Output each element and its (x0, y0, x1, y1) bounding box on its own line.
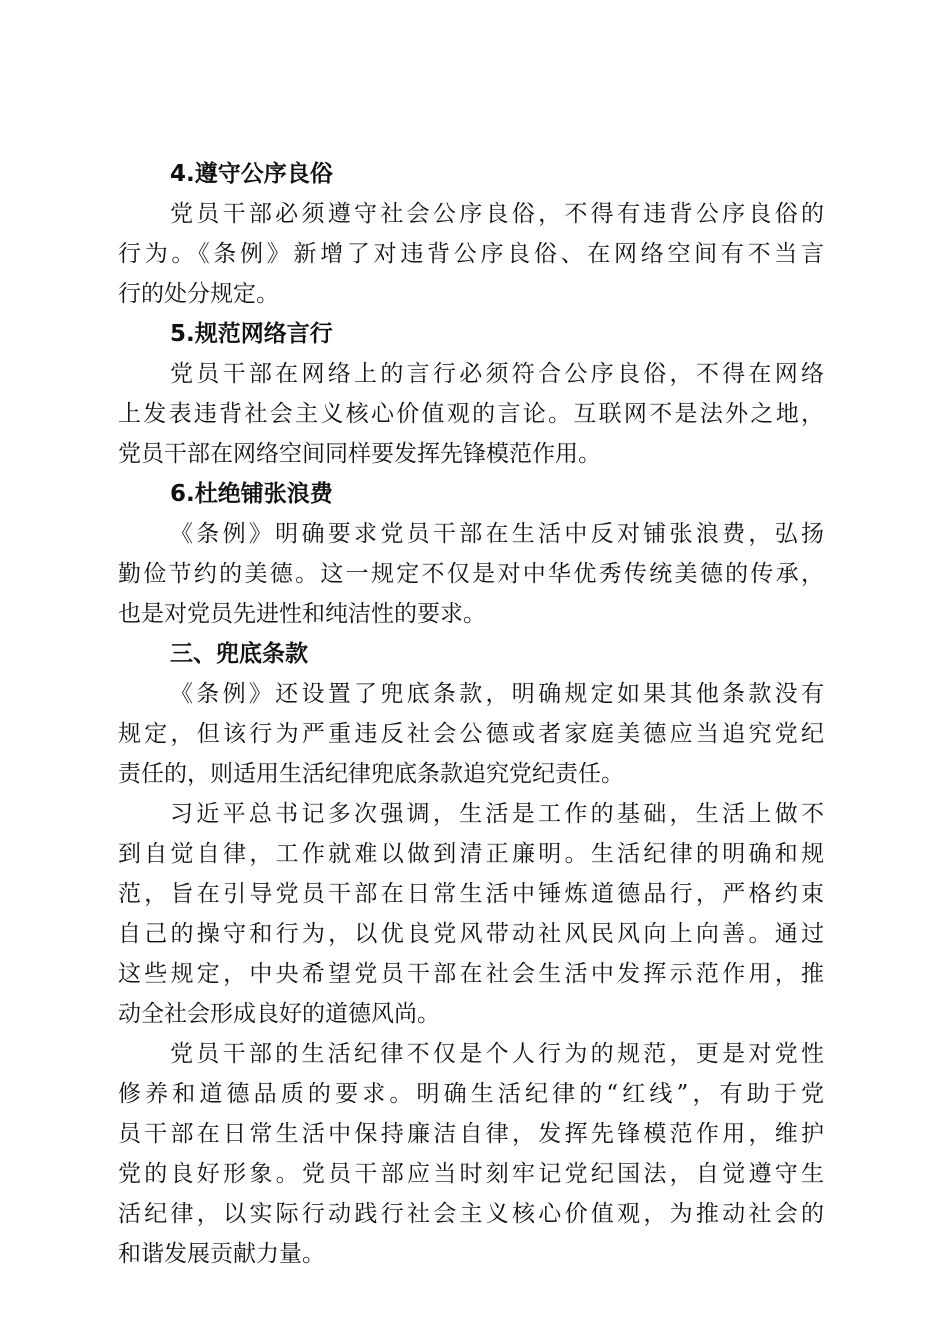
paragraph-line: 行的处分规定。 (118, 281, 279, 307)
paragraph-line: 也是对党员先进性和纯洁性的要求。 (118, 601, 486, 627)
paragraph-line: 规定，但该行为严重违反社会公德或者家庭美德应当追究党纪 (118, 721, 824, 747)
paragraph-line: 到自觉自律，工作就难以做到清正廉明。生活纪律的明确和规 (118, 841, 824, 867)
paragraph-line: 和谐发展贡献力量。 (118, 1241, 325, 1267)
document-body (118, 154, 824, 1274)
paragraph-line: 习近平总书记多次强调，生活是工作的基础，生活上做不 (170, 801, 824, 827)
paragraph-line: 动全社会形成良好的道德风尚。 (118, 1001, 440, 1027)
paragraph-line: 活纪律，以实际行动践行社会主义核心价值观，为推动社会的 (118, 1201, 824, 1227)
paragraph-line: 员干部在日常生活中保持廉洁自律，发挥先锋模范作用，维护 (118, 1121, 824, 1147)
paragraph-line: 《条例》还设置了兜底条款，明确规定如果其他条款没有 (170, 681, 824, 707)
paragraph-line: 上发表违背社会主义核心价值观的言论。互联网不是法外之地， (118, 401, 824, 427)
paragraph-line: 修养和道德品质的要求。明确生活纪律的“红线”，有助于党 (118, 1081, 824, 1107)
paragraph-line: 范，旨在引导党员干部在日常生活中锤炼道德品行，严格约束 (118, 881, 824, 907)
paragraph-line: 这些规定，中央希望党员干部在社会生活中发挥示范作用，推 (118, 961, 824, 987)
paragraph-line: 党员干部必须遵守社会公序良俗，不得有违背公序良俗的 (170, 201, 824, 227)
paragraph-line: 党员干部在网络上的言行必须符合公序良俗，不得在网络 (170, 361, 824, 387)
paragraph-line: 责任的，则适用生活纪律兜底条款追究党纪责任。 (118, 761, 624, 787)
section-heading: 三、兜底条款 (170, 641, 308, 667)
paragraph-line: 党员干部的生活纪律不仅是个人行为的规范，更是对党性 (170, 1041, 824, 1067)
paragraph-line: 《条例》明确要求党员干部在生活中反对铺张浪费，弘扬 (170, 521, 824, 547)
section-heading: 5.规范网络言行 (170, 321, 333, 347)
paragraph-line: 勤俭节约的美德。这一规定不仅是对中华优秀传统美德的传承， (118, 561, 824, 587)
paragraph-line: 自己的操守和行为，以优良党风带动社风民风向上向善。通过 (118, 921, 824, 947)
paragraph-line: 党的良好形象。党员干部应当时刻牢记党纪国法，自觉遵守生 (118, 1161, 824, 1187)
paragraph-line: 党员干部在网络空间同样要发挥先锋模范作用。 (118, 441, 601, 467)
paragraph-line: 行为。《条例》新增了对违背公序良俗、在网络空间有不当言 (118, 241, 824, 267)
section-heading: 6.杜绝铺张浪费 (170, 481, 333, 507)
section-heading: 4.遵守公序良俗 (170, 161, 333, 187)
